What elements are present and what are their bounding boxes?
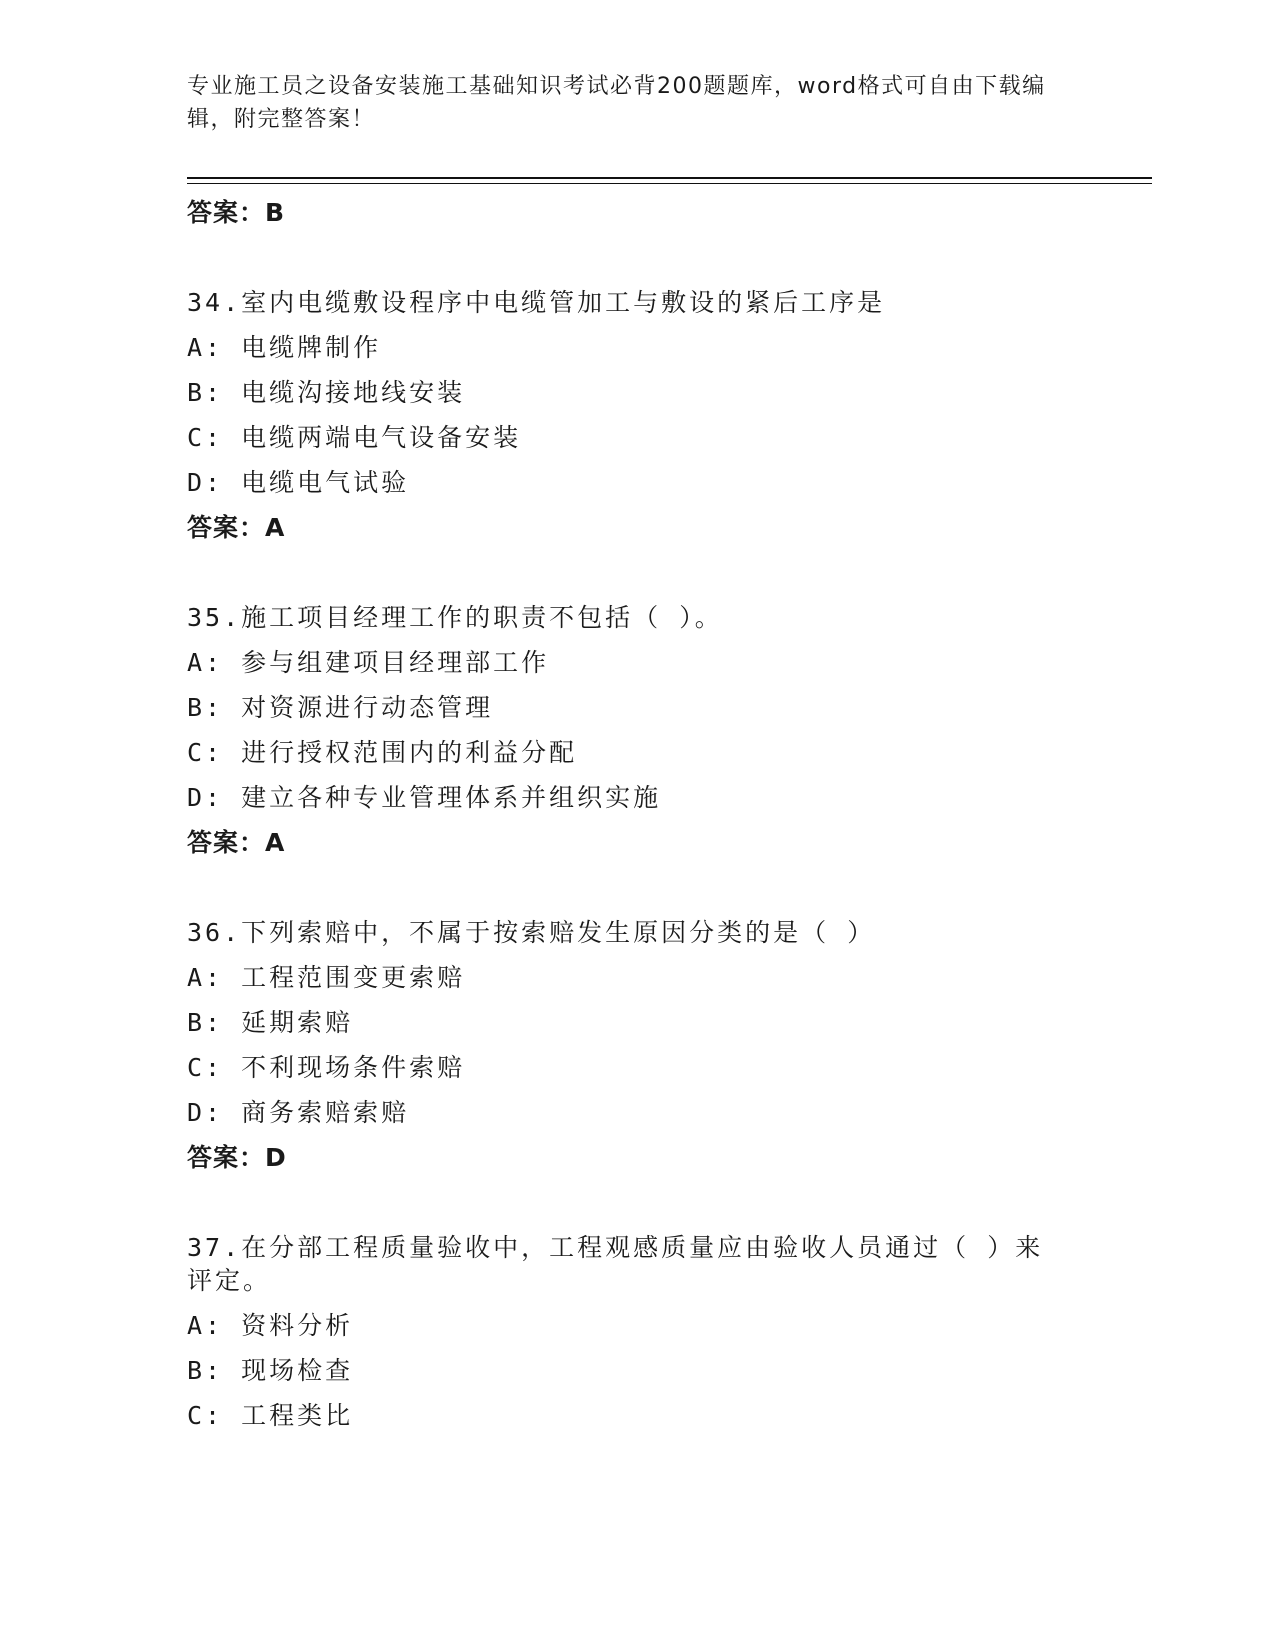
question-37-option-a: A: 资料分析 xyxy=(187,1311,354,1340)
question-34-option-c: C: 电缆两端电气设备安装 xyxy=(187,423,522,452)
question-34-option-d: D: 电缆电气试验 xyxy=(187,468,410,497)
answer-36: 答案：D xyxy=(187,1143,287,1172)
question-34-option-b: B: 电缆沟接地线安装 xyxy=(187,378,466,407)
question-36-option-d: D: 商务索赔索赔 xyxy=(187,1098,410,1127)
question-35-stem: 35.施工项目经理工作的职责不包括（ ）。 xyxy=(187,603,723,632)
question-35-option-c: C: 进行授权范围内的利益分配 xyxy=(187,738,578,767)
question-35-option-a: A: 参与组建项目经理部工作 xyxy=(187,648,550,677)
question-36-option-a: A: 工程范围变更索赔 xyxy=(187,963,466,992)
question-35-option-b: B: 对资源进行动态管理 xyxy=(187,693,494,722)
answer-33: 答案：B xyxy=(187,198,286,227)
question-36-stem: 36.下列索赔中，不属于按索赔发生原因分类的是（ ） xyxy=(187,918,876,947)
question-list xyxy=(187,190,1152,1438)
question-35-option-d: D: 建立各种专业管理体系并组织实施 xyxy=(187,783,662,812)
header-rule-thick xyxy=(187,177,1152,179)
question-34-option-a: A: 电缆牌制作 xyxy=(187,333,382,362)
question-37-stem: 37.在分部工程质量验收中，工程观感质量应由验收人员通过（ ）来评定。 xyxy=(187,1233,1044,1295)
answer-35: 答案：A xyxy=(187,828,286,857)
document-header: 专业施工员之设备安装施工基础知识考试必背200题题库，word格式可自由下载编辑，附完整答案！ xyxy=(187,74,1046,132)
question-36-option-c: C: 不利现场条件索赔 xyxy=(187,1053,466,1082)
answer-34: 答案：A xyxy=(187,513,286,542)
question-34-stem: 34.室内电缆敷设程序中电缆管加工与敷设的紧后工序是 xyxy=(187,288,886,317)
header-rule-thin xyxy=(187,183,1152,184)
question-37-option-c: C: 工程类比 xyxy=(187,1401,354,1430)
question-37-option-b: B: 现场检查 xyxy=(187,1356,354,1385)
question-36-option-b: B: 延期索赔 xyxy=(187,1008,354,1037)
